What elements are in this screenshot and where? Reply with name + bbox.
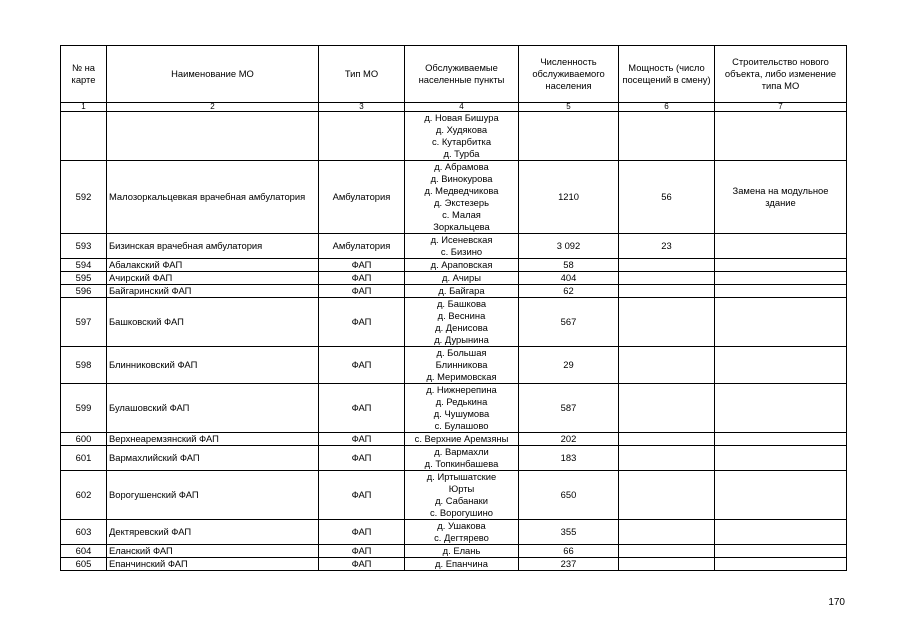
served-place: Юрты (448, 483, 475, 494)
cell-population (519, 112, 619, 161)
cell-map-number: 593 (61, 234, 107, 259)
served-place: с. Бизино (440, 246, 483, 257)
cell-construction (715, 272, 847, 285)
cell-map-number: 592 (61, 161, 107, 234)
cell-construction (715, 520, 847, 545)
cell-served-places (405, 112, 519, 161)
served-place: д. Редькина (435, 396, 488, 407)
cell-mo-name: Байгаринский ФАП (107, 285, 319, 298)
cell-mo-name: Абалакский ФАП (107, 259, 319, 272)
cell-capacity: 56 (619, 161, 715, 234)
column-number-row (61, 103, 847, 112)
facilities-table (60, 45, 847, 571)
table-row (61, 520, 847, 545)
cell-capacity (619, 384, 715, 433)
cell-map-number: 601 (61, 446, 107, 471)
column-number: 4 (405, 103, 519, 112)
cell-mo-name: Малозоркальцевкая врачебная амбулатория (107, 161, 319, 234)
cell-served-places (405, 161, 519, 234)
cell-map-number: 602 (61, 471, 107, 520)
cell-construction (715, 285, 847, 298)
cell-map-number: 599 (61, 384, 107, 433)
served-place: д. Абрамова (434, 161, 489, 172)
cell-mo-type: ФАП (319, 285, 405, 298)
cell-served-places (405, 558, 519, 571)
cell-served-places (405, 298, 519, 347)
cell-map-number: 596 (61, 285, 107, 298)
cell-mo-name: Дектяревский ФАП (107, 520, 319, 545)
cell-population: 237 (519, 558, 619, 571)
cell-mo-type: ФАП (319, 558, 405, 571)
cell-population: 58 (519, 259, 619, 272)
cell-population: 202 (519, 433, 619, 446)
cell-population: 650 (519, 471, 619, 520)
served-place: с. Кутарбитка (431, 136, 492, 147)
cell-served-places (405, 433, 519, 446)
cell-mo-type (319, 112, 405, 161)
served-place: с. Булашово (434, 420, 489, 431)
cell-construction (715, 471, 847, 520)
header-population: Численность обслуживаемого населения (519, 46, 619, 103)
cell-construction (715, 112, 847, 161)
table-row (61, 112, 847, 161)
served-place: д. Турба (443, 148, 480, 159)
cell-mo-name: Бизинская врачебная амбулатория (107, 234, 319, 259)
table-row (61, 259, 847, 272)
table-row (61, 234, 847, 259)
served-place: д. Нижнерепина (426, 384, 497, 395)
cell-map-number: 597 (61, 298, 107, 347)
cell-population: 3 092 (519, 234, 619, 259)
table-body (61, 112, 847, 571)
served-place: д. Чушумова (433, 408, 490, 419)
header-map-number: № на карте (61, 46, 107, 103)
table-row (61, 471, 847, 520)
cell-capacity: 23 (619, 234, 715, 259)
served-place: д. Веснина (437, 310, 486, 321)
served-place: д. Сабанаки (435, 495, 488, 506)
cell-population: 66 (519, 545, 619, 558)
cell-served-places (405, 520, 519, 545)
served-place: с. Верхние Аремзяны (414, 433, 509, 444)
cell-capacity (619, 259, 715, 272)
cell-population: 404 (519, 272, 619, 285)
table-row (61, 545, 847, 558)
cell-construction: Замена на модульное здание (715, 161, 847, 234)
served-place: д. Байгара (438, 285, 485, 296)
cell-mo-type: ФАП (319, 298, 405, 347)
cell-construction (715, 558, 847, 571)
served-place: д. Экстезерь (433, 197, 489, 208)
cell-mo-type: Амбулатория (319, 161, 405, 234)
page-number: 170 (828, 597, 845, 608)
cell-capacity (619, 285, 715, 298)
cell-served-places (405, 446, 519, 471)
cell-mo-name: Ачирский ФАП (107, 272, 319, 285)
header-mo-name: Наименование МО (107, 46, 319, 103)
column-number: 3 (319, 103, 405, 112)
served-place: д. Топкинбашева (424, 458, 499, 469)
served-place: с. Ворогушино (429, 507, 494, 518)
cell-capacity (619, 471, 715, 520)
cell-construction (715, 259, 847, 272)
cell-capacity (619, 347, 715, 384)
cell-population: 62 (519, 285, 619, 298)
cell-mo-name: Башковский ФАП (107, 298, 319, 347)
header-capacity: Мощность (число посещений в смену) (619, 46, 715, 103)
column-number: 2 (107, 103, 319, 112)
served-place: д. Башкова (436, 298, 487, 309)
cell-mo-type: ФАП (319, 471, 405, 520)
cell-mo-name (107, 112, 319, 161)
cell-mo-name: Ворогушенский ФАП (107, 471, 319, 520)
cell-served-places (405, 272, 519, 285)
cell-population: 587 (519, 384, 619, 433)
cell-construction (715, 347, 847, 384)
cell-capacity (619, 298, 715, 347)
cell-map-number: 605 (61, 558, 107, 571)
served-place: д. Меримовская (426, 371, 497, 382)
cell-capacity (619, 446, 715, 471)
cell-capacity (619, 112, 715, 161)
cell-served-places (405, 384, 519, 433)
cell-capacity (619, 558, 715, 571)
cell-mo-name: Вармахлийский ФАП (107, 446, 319, 471)
served-place: д. Иртышатские (426, 471, 497, 482)
table-row (61, 161, 847, 234)
column-number: 7 (715, 103, 847, 112)
served-place: д. Елань (442, 545, 481, 556)
cell-construction (715, 234, 847, 259)
served-place: Блинникова (435, 359, 488, 370)
served-place: д. Ушакова (437, 520, 486, 531)
cell-map-number: 598 (61, 347, 107, 384)
cell-population: 355 (519, 520, 619, 545)
cell-mo-type: ФАП (319, 433, 405, 446)
cell-served-places (405, 285, 519, 298)
served-place: д. Вармахли (434, 446, 489, 457)
cell-capacity (619, 520, 715, 545)
served-place: с. Малая (442, 209, 481, 220)
cell-mo-name: Епанчинский ФАП (107, 558, 319, 571)
served-place: д. Исеневская (430, 234, 493, 245)
served-place: д. Дурынина (434, 334, 489, 345)
column-number: 5 (519, 103, 619, 112)
cell-mo-type: ФАП (319, 520, 405, 545)
cell-mo-type: ФАП (319, 272, 405, 285)
cell-map-number: 600 (61, 433, 107, 446)
cell-construction (715, 433, 847, 446)
cell-served-places (405, 234, 519, 259)
cell-capacity (619, 433, 715, 446)
table-row (61, 272, 847, 285)
cell-population: 29 (519, 347, 619, 384)
cell-map-number: 595 (61, 272, 107, 285)
served-place: д. Ачиры (441, 272, 481, 283)
cell-mo-type: Амбулатория (319, 234, 405, 259)
cell-mo-name: Блинниковский ФАП (107, 347, 319, 384)
served-place: д. Медведчикова (424, 185, 499, 196)
header-served-places: Обслуживаемые населенные пункты (405, 46, 519, 103)
served-place: д. Большая (436, 347, 487, 358)
cell-map-number (61, 112, 107, 161)
cell-served-places (405, 259, 519, 272)
cell-construction (715, 446, 847, 471)
header-mo-type: Тип МО (319, 46, 405, 103)
cell-map-number: 603 (61, 520, 107, 545)
cell-population: 1210 (519, 161, 619, 234)
served-place: д. Араповская (430, 259, 493, 270)
cell-mo-type: ФАП (319, 446, 405, 471)
cell-mo-name: Еланский ФАП (107, 545, 319, 558)
cell-mo-type: ФАП (319, 259, 405, 272)
served-place: с. Дегтярево (434, 532, 489, 543)
table-row (61, 285, 847, 298)
served-place: Зоркальцева (433, 221, 490, 232)
served-place: д. Винокурова (430, 173, 493, 184)
header-construction: Строительство нового объекта, либо изменение типа МО (715, 46, 847, 103)
table-row (61, 347, 847, 384)
served-place: д. Новая Бишура (424, 112, 499, 123)
table-row (61, 558, 847, 571)
served-place: д. Денисова (435, 322, 488, 333)
cell-served-places (405, 471, 519, 520)
cell-construction (715, 384, 847, 433)
cell-population: 567 (519, 298, 619, 347)
served-place: д. Худякова (435, 124, 488, 135)
cell-mo-type: ФАП (319, 384, 405, 433)
cell-construction (715, 545, 847, 558)
header-row (61, 46, 847, 103)
table-row (61, 384, 847, 433)
table-row (61, 446, 847, 471)
served-place: д. Епанчина (435, 558, 488, 569)
cell-mo-type: ФАП (319, 545, 405, 558)
column-number: 6 (619, 103, 715, 112)
column-number: 1 (61, 103, 107, 112)
cell-population: 183 (519, 446, 619, 471)
cell-served-places (405, 545, 519, 558)
cell-mo-name: Верхнеаремзянский ФАП (107, 433, 319, 446)
cell-capacity (619, 545, 715, 558)
cell-served-places (405, 347, 519, 384)
table-row (61, 433, 847, 446)
cell-mo-name: Булашовский ФАП (107, 384, 319, 433)
cell-capacity (619, 272, 715, 285)
cell-construction (715, 298, 847, 347)
cell-mo-type: ФАП (319, 347, 405, 384)
cell-map-number: 594 (61, 259, 107, 272)
table-row (61, 298, 847, 347)
cell-map-number: 604 (61, 545, 107, 558)
